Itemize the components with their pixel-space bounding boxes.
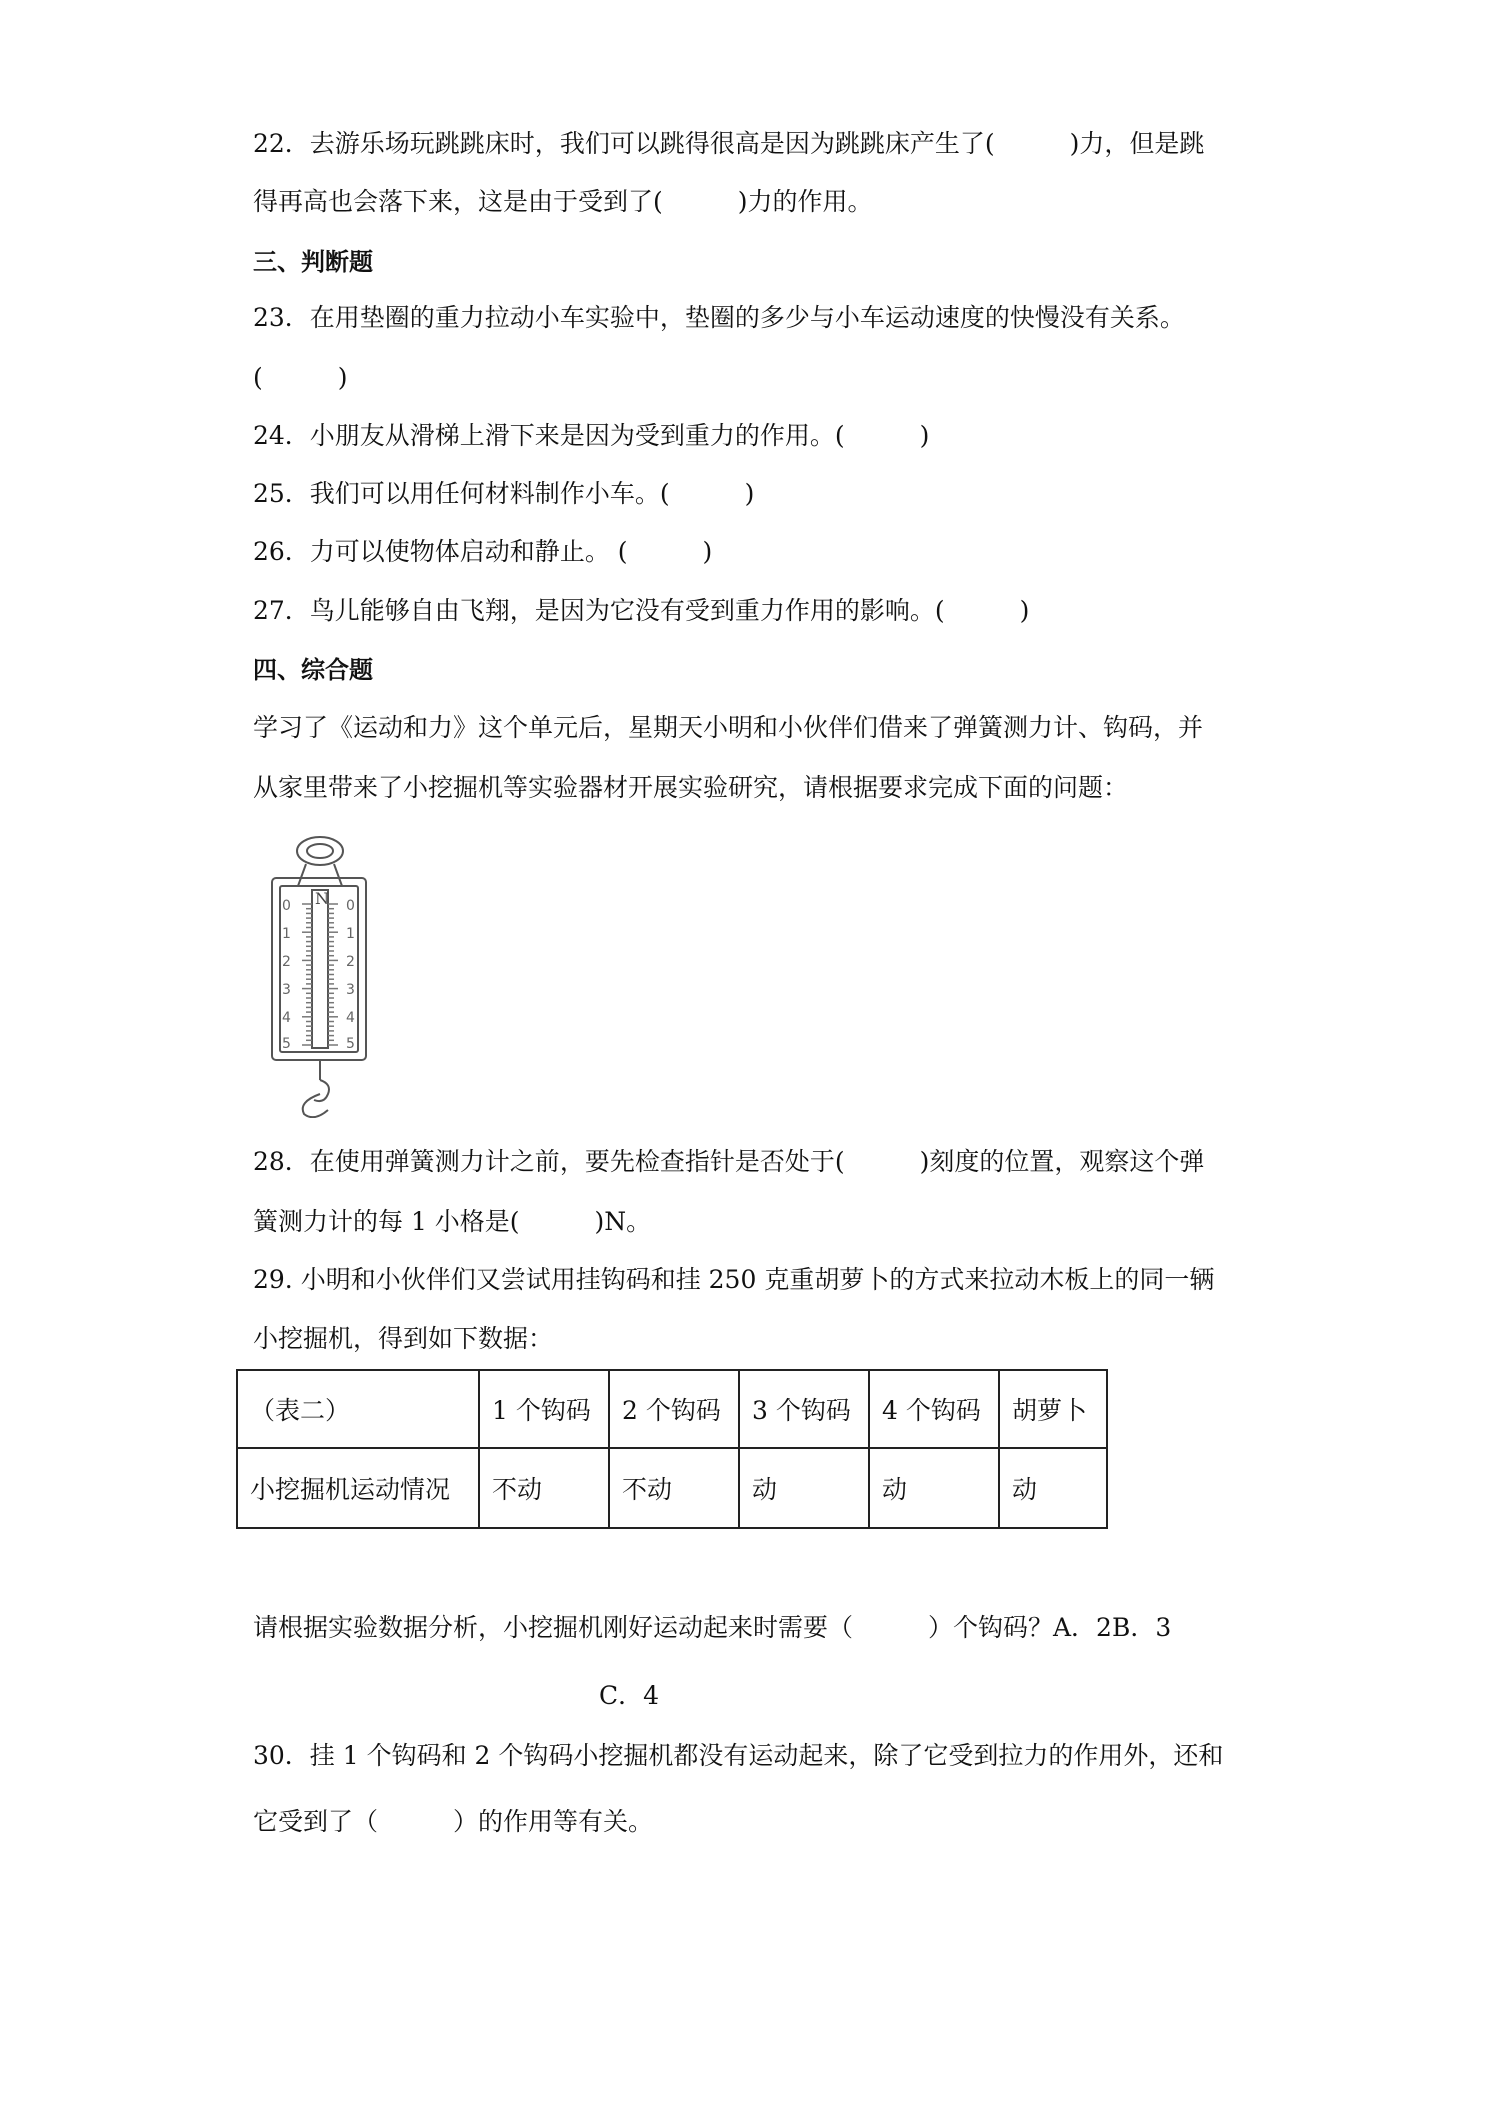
tick-label-left: 4 <box>282 1010 291 1026</box>
q22-line1: 22．去游乐场玩跳跳床时，我们可以跳得很高是因为跳跳床产生了( )力，但是跳 <box>253 129 1205 158</box>
q22-line2: 得再高也会落下来，这是由于受到了( )力的作用。 <box>253 187 873 216</box>
data-table <box>236 1369 1108 1529</box>
q26: 26．力可以使物体启动和静止。 ( ) <box>253 537 713 566</box>
table-cell: 3 个钩码 <box>739 1370 869 1448</box>
intro-line2: 从家里带来了小挖掘机等实验器材开展实验研究，请根据要求完成下面的问题： <box>253 773 1129 802</box>
q29-question: 请根据实验数据分析，小挖掘机刚好运动起来时需要（ ）个钩码？A．2B．3 <box>253 1613 1172 1642</box>
table-cell: （表二） <box>237 1370 479 1448</box>
table-cell: 1 个钩码 <box>479 1370 609 1448</box>
tick-label-right: 3 <box>346 982 355 998</box>
table-header-row <box>237 1370 1107 1448</box>
tick-label-left: 2 <box>282 954 291 970</box>
table-cell: 不动 <box>479 1448 609 1528</box>
tick-label-right: 1 <box>346 926 355 942</box>
tick-label-right: 4 <box>346 1010 355 1026</box>
table-cell: 动 <box>739 1448 869 1528</box>
table-cell: 2 个钩码 <box>609 1370 739 1448</box>
q25: 25．我们可以用任何材料制作小车。( ) <box>253 479 755 508</box>
q27: 27．鸟儿能够自由飞翔，是因为它没有受到重力作用的影响。( ) <box>253 596 1030 625</box>
tick-label-left: 3 <box>282 982 291 998</box>
q30-line2: 它受到了（ ）的作用等有关。 <box>253 1807 654 1836</box>
table-row <box>237 1448 1107 1528</box>
tick-label-right: 5 <box>346 1036 355 1052</box>
q29-line2: 小挖掘机，得到如下数据： <box>253 1324 554 1353</box>
tick-label-left: 5 <box>282 1036 291 1052</box>
section-heading-judgement: 三、判断题 <box>253 248 373 276</box>
scale-top-label: N <box>315 889 329 908</box>
q30-line1: 30．挂 1 个钩码和 2 个钩码小挖掘机都没有运动起来，除了它受到拉力的作用外，还和 <box>253 1741 1224 1770</box>
tick-label-left: 1 <box>282 926 291 942</box>
tick-label-right: 2 <box>346 954 355 970</box>
q23-line1: 23．在用垫圈的重力拉动小车实验中，垫圈的多少与小车运动速度的快慢没有关系。 <box>253 303 1185 332</box>
q29-option-c: C．4 <box>599 1681 660 1710</box>
q23-line2: ( ) <box>253 363 348 392</box>
table-cell: 动 <box>869 1448 999 1528</box>
table-cell: 不动 <box>609 1448 739 1528</box>
intro-line1: 学习了《运动和力》这个单元后，星期天小明和小伙伴们借来了弹簧测力计、钩码，并 <box>253 713 1204 742</box>
section-heading-comprehensive: 四、综合题 <box>253 656 373 684</box>
tick-label-right: 0 <box>346 898 355 914</box>
q24: 24．小朋友从滑梯上滑下来是因为受到重力的作用。( ) <box>253 421 930 450</box>
q28-line1: 28．在使用弹簧测力计之前，要先检查指针是否处于( )刻度的位置，观察这个弹 <box>253 1147 1205 1176</box>
tick-label-left: 0 <box>282 898 291 914</box>
table-cell: 胡萝卜 <box>999 1370 1107 1448</box>
q28-line2: 簧测力计的每 1 小格是( )N。 <box>253 1207 652 1236</box>
table-cell: 小挖掘机运动情况 <box>237 1448 479 1528</box>
table-cell: 4 个钩码 <box>869 1370 999 1448</box>
table-cell: 动 <box>999 1448 1107 1528</box>
spring-scale-figure <box>268 834 368 1118</box>
q29-line1: 29. 小明和小伙伴们又尝试用挂钩码和挂 250 克重胡萝卜的方式来拉动木板上的同一辆 <box>253 1265 1215 1294</box>
